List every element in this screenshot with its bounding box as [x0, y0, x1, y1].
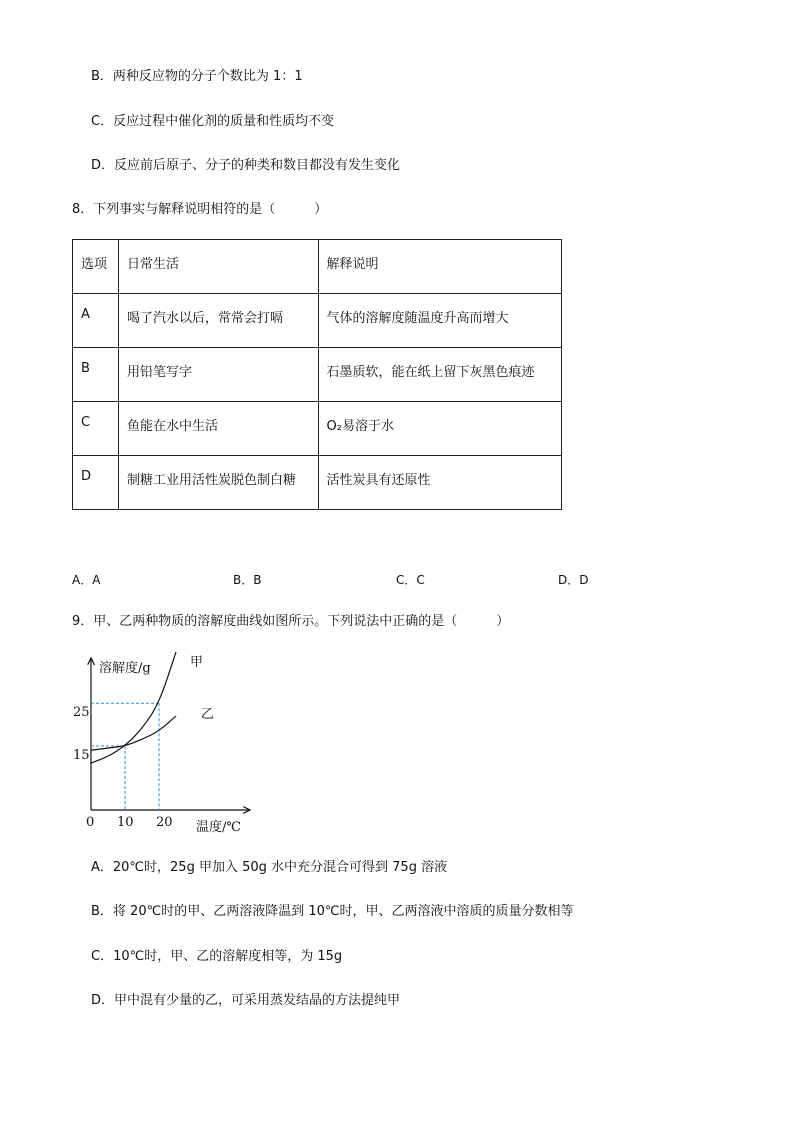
- y-tick-label: 15: [73, 748, 90, 763]
- q7-option-c: C．反应过程中催化剂的质量和性质均不变: [91, 114, 335, 129]
- row-explanation: 活性炭具有还原性: [318, 456, 561, 510]
- table-header-row: [73, 240, 562, 294]
- header-daily-life: 日常生活: [118, 240, 318, 294]
- q9-option-c[interactable]: C．10℃时，甲、乙的溶解度相等，为 15g: [91, 949, 343, 964]
- series-label-jia: 甲: [190, 655, 204, 670]
- row-explanation: 气体的溶解度随温度升高而增大: [318, 294, 561, 348]
- header-explanation: 解释说明: [318, 240, 561, 294]
- q8-answer-c[interactable]: C．C: [396, 573, 425, 587]
- row-fact: 喝了汽水以后，常常会打嗝: [118, 294, 318, 348]
- table-row: [73, 294, 562, 348]
- table-row: [73, 456, 562, 510]
- solubility-chart-svg: [72, 650, 272, 840]
- table-row: [73, 402, 562, 456]
- q9-stem: 9．甲、乙两种物质的溶解度曲线如图所示。下列说法中正确的是（ ）: [72, 614, 510, 629]
- row-explanation: 石墨质软，能在纸上留下灰黑色痕迹: [318, 348, 561, 402]
- row-option: A: [73, 294, 119, 348]
- q9-option-a[interactable]: A．20℃时，25g 甲加入 50g 水中充分混合可得到 75g 溶液: [91, 860, 448, 875]
- row-fact: 制糖工业用活性炭脱色制白糖: [118, 456, 318, 510]
- x-tick-label: 0: [86, 815, 95, 830]
- y-axis-label: 溶解度/g: [99, 661, 151, 676]
- solubility-chart: [72, 650, 272, 844]
- x-tick-label: 20: [156, 815, 173, 830]
- header-option: 选项: [73, 240, 119, 294]
- q8-answer-a[interactable]: A．A: [72, 573, 101, 587]
- x-axis-label: 温度/℃: [196, 820, 241, 835]
- y-tick-label: 25: [73, 705, 90, 720]
- row-fact: 用铅笔写字: [118, 348, 318, 402]
- q8-answer-d[interactable]: D．D: [558, 573, 589, 587]
- row-option: B: [73, 348, 119, 402]
- q8-stem: 8．下列事实与解释说明相符的是（ ）: [72, 202, 328, 217]
- row-option: D: [73, 456, 119, 510]
- q7-option-d: D．反应前后原子、分子的种类和数目都没有发生变化: [91, 158, 401, 173]
- q8-table: [72, 239, 562, 510]
- row-fact: 鱼能在水中生活: [118, 402, 318, 456]
- q8-answer-b[interactable]: B．B: [233, 573, 262, 587]
- x-tick-label: 10: [117, 815, 134, 830]
- row-explanation: O₂易溶于水: [318, 402, 561, 456]
- series-label-yi: 乙: [201, 707, 215, 722]
- q9-option-d[interactable]: D．甲中混有少量的乙，可采用蒸发结晶的方法提纯甲: [91, 993, 401, 1008]
- row-option: C: [73, 402, 119, 456]
- q9-option-b[interactable]: B．将 20℃时的甲、乙两溶液降温到 10℃时，甲、乙两溶液中溶质的质量分数相等: [91, 904, 574, 919]
- series-curve-yi: [91, 716, 176, 750]
- q7-option-b: B．两种反应物的分子个数比为 1：1: [91, 69, 303, 84]
- table-row: [73, 348, 562, 402]
